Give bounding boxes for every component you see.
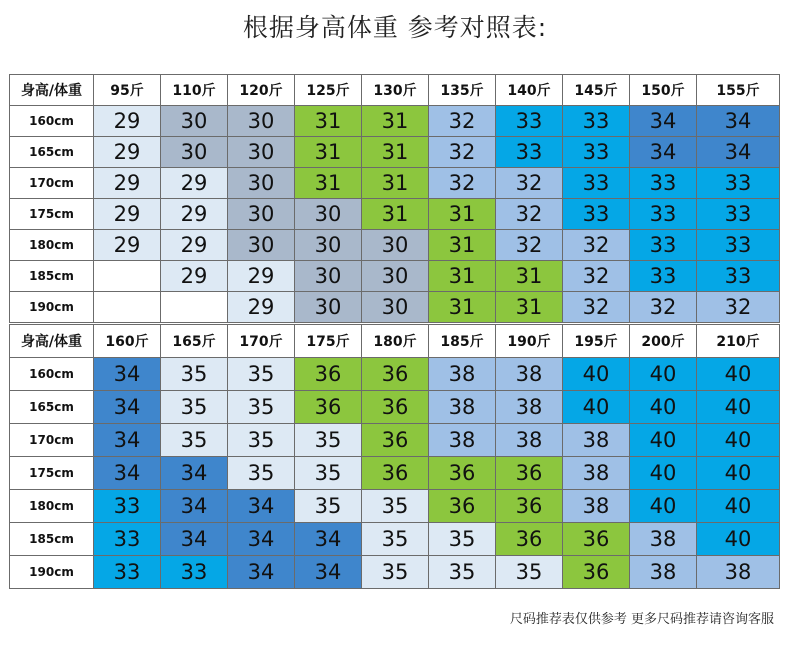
weight-header: 185斤 xyxy=(429,325,496,358)
size-cell: 33 xyxy=(697,230,780,261)
size-cell: 32 xyxy=(563,230,630,261)
size-cell: 32 xyxy=(563,261,630,292)
size-cell: 38 xyxy=(429,424,496,457)
size-cell: 40 xyxy=(697,457,780,490)
size-cell: 31 xyxy=(295,168,362,199)
corner-header: 身高/体重 xyxy=(10,325,94,358)
size-cell: 34 xyxy=(228,523,295,556)
weight-header: 200斤 xyxy=(630,325,697,358)
size-table-2 xyxy=(9,324,780,589)
size-cell: 34 xyxy=(630,106,697,137)
size-cell: 38 xyxy=(630,556,697,589)
size-cell: 30 xyxy=(228,199,295,230)
table-row xyxy=(10,556,780,589)
size-cell: 34 xyxy=(295,556,362,589)
weight-header: 145斤 xyxy=(563,75,630,106)
size-cell: 33 xyxy=(697,199,780,230)
size-cell: 32 xyxy=(429,137,496,168)
size-cell: 31 xyxy=(362,168,429,199)
size-cell: 40 xyxy=(630,490,697,523)
size-cell: 29 xyxy=(228,292,295,323)
weight-header: 150斤 xyxy=(630,75,697,106)
size-cell: 31 xyxy=(362,106,429,137)
size-cell: 32 xyxy=(697,292,780,323)
header-row xyxy=(10,75,780,106)
table-row xyxy=(10,137,780,168)
size-cell: 38 xyxy=(496,424,563,457)
size-cell: 36 xyxy=(362,358,429,391)
size-cell: 33 xyxy=(94,556,161,589)
size-cell: 33 xyxy=(94,490,161,523)
size-cell: 33 xyxy=(496,137,563,168)
weight-header: 195斤 xyxy=(563,325,630,358)
size-cell: 40 xyxy=(697,358,780,391)
size-cell: 29 xyxy=(161,261,228,292)
size-cell: 30 xyxy=(362,292,429,323)
size-cell: 34 xyxy=(697,137,780,168)
weight-header: 110斤 xyxy=(161,75,228,106)
size-cell: 30 xyxy=(362,261,429,292)
size-cell: 30 xyxy=(161,106,228,137)
table-row xyxy=(10,358,780,391)
size-cell: 34 xyxy=(228,490,295,523)
size-cell: 36 xyxy=(563,556,630,589)
height-label: 170cm xyxy=(10,424,94,457)
size-cell: 31 xyxy=(429,261,496,292)
table-row xyxy=(10,230,780,261)
size-cell: 34 xyxy=(161,523,228,556)
size-cell: 36 xyxy=(362,424,429,457)
footer-note: 尺码推荐表仅供参考 更多尺码推荐请咨询客服 xyxy=(509,612,774,627)
size-table-1 xyxy=(9,74,780,323)
size-cell: 36 xyxy=(429,490,496,523)
height-label: 165cm xyxy=(10,137,94,168)
size-cell: 30 xyxy=(295,292,362,323)
size-cell: 33 xyxy=(697,168,780,199)
size-cell: 34 xyxy=(161,457,228,490)
size-cell: 40 xyxy=(697,391,780,424)
size-cell: 30 xyxy=(362,230,429,261)
size-cell: 33 xyxy=(697,261,780,292)
size-cell: 35 xyxy=(228,358,295,391)
size-cell: 35 xyxy=(228,391,295,424)
size-cell: 40 xyxy=(630,391,697,424)
size-cell: 35 xyxy=(228,424,295,457)
size-cell: 29 xyxy=(228,261,295,292)
size-cell xyxy=(94,261,161,292)
weight-header: 95斤 xyxy=(94,75,161,106)
size-cell: 36 xyxy=(295,358,362,391)
size-cell: 32 xyxy=(496,199,563,230)
size-cell: 30 xyxy=(228,230,295,261)
weight-header: 125斤 xyxy=(295,75,362,106)
size-cell: 33 xyxy=(563,106,630,137)
size-cell: 35 xyxy=(362,490,429,523)
size-cell: 40 xyxy=(563,391,630,424)
corner-header: 身高/体重 xyxy=(10,75,94,106)
size-cell: 34 xyxy=(697,106,780,137)
table-row xyxy=(10,106,780,137)
size-cell: 34 xyxy=(94,457,161,490)
size-cell: 29 xyxy=(161,168,228,199)
size-cell: 34 xyxy=(94,424,161,457)
size-cell: 36 xyxy=(563,523,630,556)
size-cell: 31 xyxy=(295,137,362,168)
size-cell: 30 xyxy=(228,168,295,199)
weight-header: 170斤 xyxy=(228,325,295,358)
size-cell: 30 xyxy=(295,230,362,261)
size-cell: 35 xyxy=(429,556,496,589)
size-cell xyxy=(161,292,228,323)
table-row xyxy=(10,391,780,424)
table-row xyxy=(10,261,780,292)
weight-header: 165斤 xyxy=(161,325,228,358)
size-cell: 36 xyxy=(429,457,496,490)
weight-header: 175斤 xyxy=(295,325,362,358)
size-cell: 35 xyxy=(362,556,429,589)
weight-header: 210斤 xyxy=(697,325,780,358)
size-cell: 31 xyxy=(496,292,563,323)
size-cell: 40 xyxy=(630,358,697,391)
table-row xyxy=(10,424,780,457)
weight-header: 180斤 xyxy=(362,325,429,358)
height-label: 180cm xyxy=(10,490,94,523)
size-cell: 34 xyxy=(94,358,161,391)
size-cell: 29 xyxy=(94,199,161,230)
size-cell: 35 xyxy=(295,457,362,490)
height-label: 180cm xyxy=(10,230,94,261)
size-cell: 35 xyxy=(429,523,496,556)
size-cell: 38 xyxy=(496,358,563,391)
size-cell: 29 xyxy=(94,230,161,261)
size-cell: 38 xyxy=(429,358,496,391)
size-cell: 35 xyxy=(295,490,362,523)
size-cell: 35 xyxy=(362,523,429,556)
size-cell: 30 xyxy=(295,199,362,230)
size-cell: 30 xyxy=(295,261,362,292)
size-cell: 31 xyxy=(429,230,496,261)
size-cell: 33 xyxy=(630,230,697,261)
height-label: 165cm xyxy=(10,391,94,424)
size-cell: 29 xyxy=(94,106,161,137)
table-row xyxy=(10,457,780,490)
weight-header: 160斤 xyxy=(94,325,161,358)
height-label: 160cm xyxy=(10,358,94,391)
height-label: 190cm xyxy=(10,556,94,589)
size-cell: 33 xyxy=(630,261,697,292)
size-cell: 34 xyxy=(228,556,295,589)
size-cell: 29 xyxy=(94,137,161,168)
size-cell: 38 xyxy=(630,523,697,556)
size-cell: 40 xyxy=(630,457,697,490)
size-cell: 31 xyxy=(496,261,563,292)
table-row xyxy=(10,292,780,323)
size-cell: 32 xyxy=(496,230,563,261)
weight-header: 130斤 xyxy=(362,75,429,106)
size-cell: 33 xyxy=(630,199,697,230)
size-cell: 31 xyxy=(362,137,429,168)
size-cell: 31 xyxy=(429,199,496,230)
size-cell: 35 xyxy=(161,391,228,424)
size-cell: 33 xyxy=(496,106,563,137)
size-cell: 38 xyxy=(563,424,630,457)
size-cell: 35 xyxy=(228,457,295,490)
size-cell: 31 xyxy=(362,199,429,230)
size-cell: 29 xyxy=(161,230,228,261)
size-cell: 38 xyxy=(563,490,630,523)
table-row xyxy=(10,168,780,199)
size-cell xyxy=(94,292,161,323)
size-cell: 34 xyxy=(630,137,697,168)
size-cell: 38 xyxy=(429,391,496,424)
size-cell: 32 xyxy=(563,292,630,323)
size-cell: 32 xyxy=(630,292,697,323)
size-cell: 32 xyxy=(496,168,563,199)
size-cell: 36 xyxy=(362,457,429,490)
size-cell: 38 xyxy=(563,457,630,490)
height-label: 175cm xyxy=(10,199,94,230)
size-cell: 30 xyxy=(228,137,295,168)
size-cell: 29 xyxy=(161,199,228,230)
height-label: 170cm xyxy=(10,168,94,199)
size-cell: 35 xyxy=(161,424,228,457)
height-label: 175cm xyxy=(10,457,94,490)
size-cell: 38 xyxy=(496,391,563,424)
size-cell: 34 xyxy=(94,391,161,424)
weight-header: 140斤 xyxy=(496,75,563,106)
size-cell: 36 xyxy=(295,391,362,424)
size-cell: 38 xyxy=(697,556,780,589)
table-row xyxy=(10,523,780,556)
size-cell: 34 xyxy=(295,523,362,556)
size-cell: 30 xyxy=(228,106,295,137)
size-cell: 35 xyxy=(161,358,228,391)
height-label: 185cm xyxy=(10,261,94,292)
size-cell: 33 xyxy=(563,168,630,199)
size-cell: 36 xyxy=(362,391,429,424)
size-cell: 30 xyxy=(161,137,228,168)
size-cell: 33 xyxy=(94,523,161,556)
size-cell: 29 xyxy=(94,168,161,199)
size-cell: 33 xyxy=(563,137,630,168)
height-label: 190cm xyxy=(10,292,94,323)
page-title: 根据身高体重 参考对照表: xyxy=(242,13,548,42)
size-cell: 33 xyxy=(161,556,228,589)
height-label: 185cm xyxy=(10,523,94,556)
size-cell: 40 xyxy=(630,424,697,457)
size-cell: 40 xyxy=(697,424,780,457)
size-cell: 31 xyxy=(295,106,362,137)
size-cell: 40 xyxy=(697,490,780,523)
size-cell: 33 xyxy=(563,199,630,230)
size-cell: 36 xyxy=(496,523,563,556)
height-label: 160cm xyxy=(10,106,94,137)
header-row xyxy=(10,325,780,358)
weight-header: 155斤 xyxy=(697,75,780,106)
weight-header: 120斤 xyxy=(228,75,295,106)
size-cell: 35 xyxy=(295,424,362,457)
table-row xyxy=(10,490,780,523)
size-cell: 32 xyxy=(429,168,496,199)
size-cell: 40 xyxy=(563,358,630,391)
size-cell: 33 xyxy=(630,168,697,199)
size-cell: 36 xyxy=(496,490,563,523)
weight-header: 135斤 xyxy=(429,75,496,106)
weight-header: 190斤 xyxy=(496,325,563,358)
size-cell: 35 xyxy=(496,556,563,589)
size-cell: 34 xyxy=(161,490,228,523)
size-cell: 40 xyxy=(697,523,780,556)
size-cell: 36 xyxy=(496,457,563,490)
size-cell: 32 xyxy=(429,106,496,137)
size-cell: 31 xyxy=(429,292,496,323)
table-row xyxy=(10,199,780,230)
